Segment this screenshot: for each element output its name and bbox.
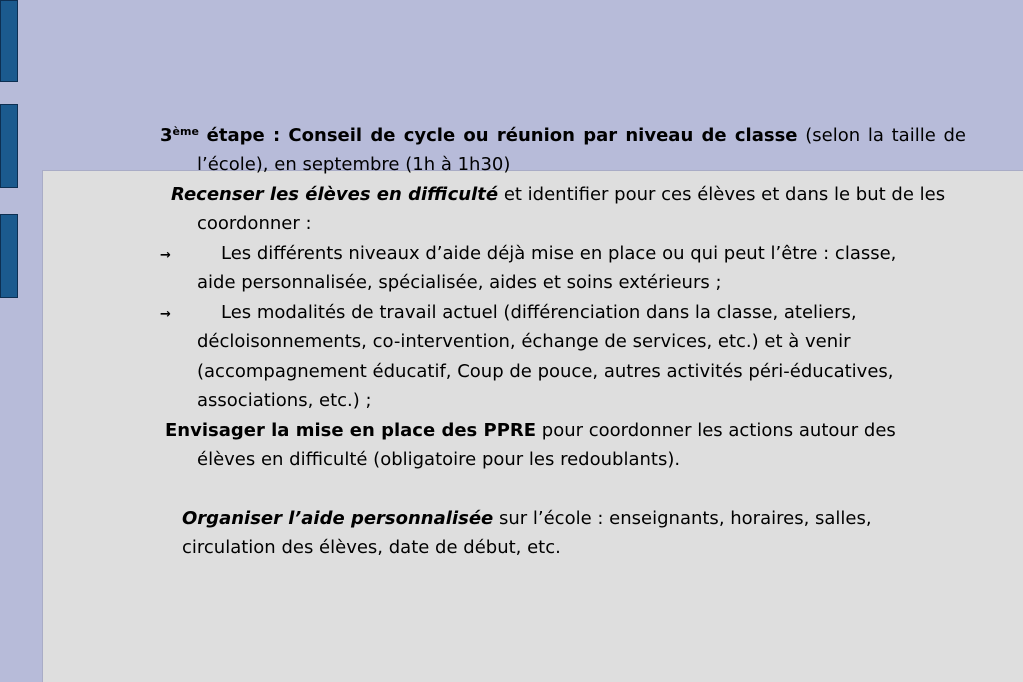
envisager-line2: élèves en difficulté (obligatoire pour les redoublants). xyxy=(197,449,681,470)
bullet-2-line-4: associations, etc.) ; xyxy=(197,390,372,411)
envisager-line: Envisager la mise en place des PPRE pour coordonner les actions autour des xyxy=(165,420,896,441)
bullet-1-line-2: aide personnalisée, spécialisée, aides et soins extérieurs ; xyxy=(197,272,722,293)
bullet-2-line-3: (accompagnement éducatif, Coup de pouce, autres activités péri-éducatives, xyxy=(197,361,894,382)
arrow-right-icon: → xyxy=(160,248,171,263)
step-heading: 3ème étape : Conseil de cycle ou réunion par niveau de classe (selon la taille de xyxy=(160,125,967,146)
arrow-right-icon: → xyxy=(160,307,171,322)
recenser-line: Recenser les élèves en difficulté et identifier pour ces élèves et dans le but de les xyxy=(171,184,946,205)
bullet-1-line-1: Les différents niveaux d’aide déjà mise en place ou qui peut l’être : classe, xyxy=(221,243,897,264)
organiser-line: Organiser l’aide personnalisée sur l’école : enseignants, horaires, salles, xyxy=(182,508,872,529)
bullet-2-line-2: décloisonnements, co-intervention, échange de services, etc.) et à venir xyxy=(197,331,851,352)
bullet-2-line-1: Les modalités de travail actuel (différenciation dans la classe, ateliers, xyxy=(221,302,857,323)
recenser-line2: coordonner : xyxy=(197,213,312,234)
step-heading-line2: l’école), en septembre (1h à 1h30) xyxy=(197,154,511,175)
organiser-line2: circulation des élèves, date de début, etc. xyxy=(182,537,561,558)
